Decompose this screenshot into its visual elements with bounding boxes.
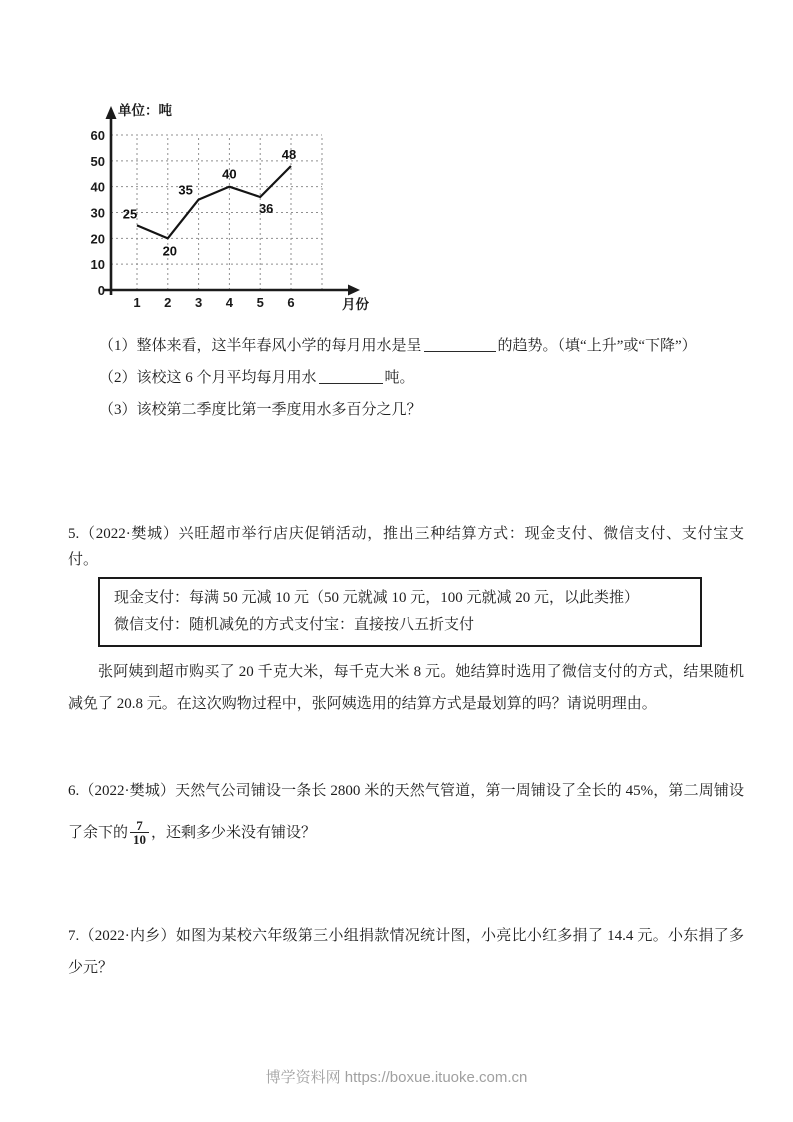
svg-text:35: 35 [178,182,193,198]
answer-blank [424,337,496,352]
svg-text:48: 48 [281,147,297,162]
svg-text:单位：吨: 单位：吨 [118,103,172,118]
fraction-numerator: 7 [136,817,143,833]
payment-rules-box [98,577,702,647]
q4-sub-3 [99,394,759,426]
svg-text:5: 5 [256,295,264,310]
svg-text:2: 2 [164,295,172,310]
svg-text:36: 36 [258,201,274,216]
q4-sub-3-num: （3） [99,402,137,418]
svg-text:20: 20 [162,243,178,259]
svg-text:25: 25 [122,206,138,222]
q4-sub-2-num: （2） [99,370,137,386]
svg-text:50: 50 [90,153,105,169]
svg-text:3: 3 [194,295,203,310]
question-5-heading: 5.（2022·樊城）兴旺超市举行店庆促销活动，推出三种结算方式：现金支付、微信支付、支付宝支付。 [68,526,744,568]
question-5-paragraph: 张阿姨到超市购买了 20 千克大米，每千克大米 8 元。她结算时选用了微信支付的方式，结果随机减免了 20.8 元。在这次购物过程中，张阿姨选用的结算方式是最划算的吗？请说明理由。 [68,664,744,712]
q4-sub-2 [99,362,759,394]
question-6-line2-pre: 了余下的 [68,825,129,841]
q4-sub-1 [99,330,759,362]
q4-sub-1-num: （1） [99,338,137,354]
svg-text:30: 30 [90,205,105,221]
q4-sub-1-post: 的趋势。（填“上升”或“下降”） [497,338,697,354]
svg-text:1: 1 [133,295,141,310]
answer-blank [319,369,383,384]
svg-text:6: 6 [287,295,295,310]
svg-text:4: 4 [225,295,234,310]
question-7-text: 7.（2022·内乡）如图为某校六年级第三小组捐款情况统计图，小亮比小红多捐了 14.4 元。小东捐了多少元？ [68,928,744,976]
svg-text:0: 0 [97,283,105,298]
q4-sub-1-pre: 整体来看，这半年春风小学的每月用水是呈 [136,338,422,354]
fraction-seven-tenths [130,819,149,847]
q4-sub-3-pre: 该校第二季度比第一季度用水多百分之几？ [136,402,422,418]
wechat-payment-rule: 微信支付：随机减免的方式支付宝：直接按八五折支付 [114,617,475,633]
svg-text:10: 10 [90,257,105,273]
svg-text:月份: 月份 [342,297,369,312]
water-usage-chart-svg [84,88,414,323]
fraction-denominator: 10 [130,832,149,847]
footer-watermark: 博学资料网 https://boxue.ituoke.com.cn [265,1069,528,1086]
question-5 [68,521,744,720]
q4-sub-2-pre: 该校这 6 个月平均每月用水 [136,370,317,386]
water-usage-chart [84,88,414,323]
svg-text:60: 60 [90,128,105,143]
svg-text:20: 20 [90,231,105,247]
q4-sub-2-post: 吨。 [384,370,415,386]
q4-sub-questions [99,330,759,426]
svg-text:40: 40 [222,166,237,182]
question-6-line1: 6.（2022·樊城）天然气公司铺设一条长 2800 米的天然气管道，第一周铺设了全长的 45%，第二周铺设 [68,783,744,799]
svg-text:40: 40 [90,179,105,195]
cash-payment-rule: 现金支付：每满 50 元减 10 元（50 元就减 10 元，100 元就减 20 元，以此类推） [114,590,640,606]
question-6-line2-post: ，还剩多少米没有铺设？ [151,825,317,841]
question-7 [68,920,744,984]
question-6 [68,770,744,854]
